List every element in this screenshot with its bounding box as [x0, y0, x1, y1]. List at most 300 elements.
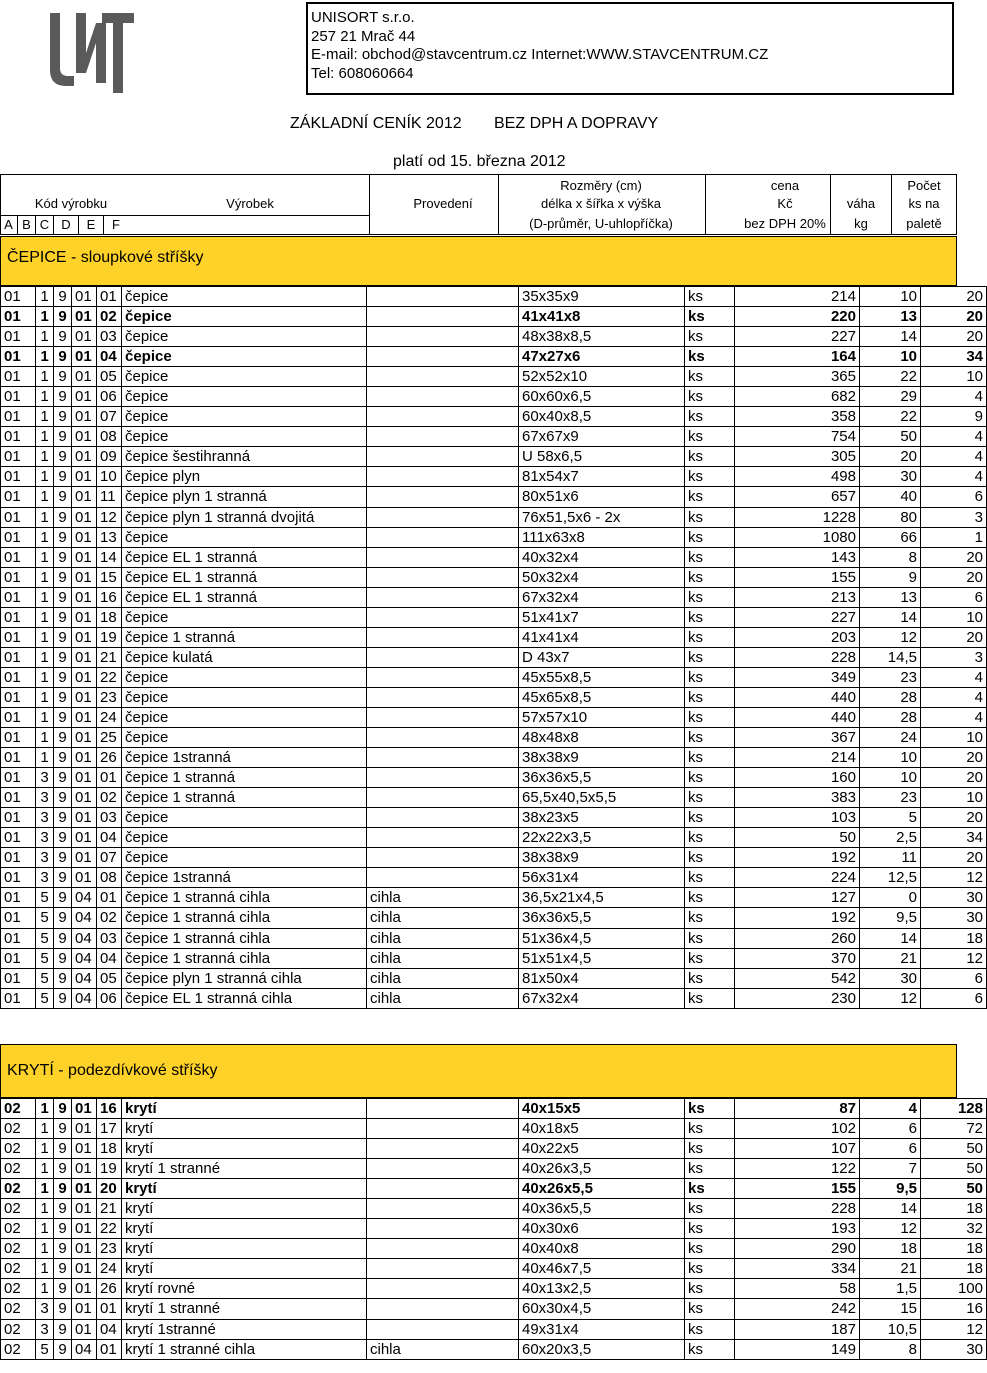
code-c: 9 [54, 1319, 72, 1339]
dimensions: 45x65x8,5 [519, 687, 685, 707]
code-c: 9 [54, 447, 72, 467]
code-a: 02 [1, 1319, 36, 1339]
code-d: 01 [72, 828, 97, 848]
pallet-qty: 4 [921, 467, 987, 487]
code-d: 04 [72, 888, 97, 908]
pallet-qty: 3 [921, 647, 987, 667]
code-d: 04 [72, 908, 97, 928]
code-c: 9 [54, 908, 72, 928]
dimensions: 76x51,5x6 - 2x [519, 507, 685, 527]
code-a: 01 [1, 527, 36, 547]
variant: cihla [367, 908, 519, 928]
dimensions: 81x54x7 [519, 467, 685, 487]
price: 107 [735, 1139, 860, 1159]
unit: ks [685, 728, 735, 748]
code-a: 01 [1, 768, 36, 788]
code-a: 01 [1, 808, 36, 828]
variant [367, 1239, 519, 1259]
dimensions: 47x27x6 [519, 347, 685, 367]
weight: 14 [860, 607, 921, 627]
variant [367, 1159, 519, 1179]
weight: 50 [860, 427, 921, 447]
code-e: 17 [97, 1119, 122, 1139]
code-c: 9 [54, 387, 72, 407]
code-c: 9 [54, 848, 72, 868]
unit: ks [685, 707, 735, 727]
dimensions: 111x63x8 [519, 527, 685, 547]
product-name: čepice šestihranná [122, 447, 367, 467]
code-a: 01 [1, 307, 36, 327]
product-name: čepice 1 stranná [122, 768, 367, 788]
code-b: 1 [36, 327, 54, 347]
unit: ks [685, 347, 735, 367]
weight: 22 [860, 367, 921, 387]
code-e: 19 [97, 627, 122, 647]
code-e: 05 [97, 367, 122, 387]
weight: 10 [860, 347, 921, 367]
weight: 8 [860, 547, 921, 567]
price: 160 [735, 768, 860, 788]
unit: ks [685, 868, 735, 888]
product-name: čepice [122, 848, 367, 868]
code-a: 01 [1, 507, 36, 527]
pallet-qty: 1 [921, 527, 987, 547]
variant [367, 287, 519, 307]
variant [367, 327, 519, 347]
code-c: 9 [54, 1339, 72, 1359]
code-c: 9 [54, 707, 72, 727]
table-row [1, 1339, 987, 1359]
col-rozmery-1: Rozměry (cm) [560, 178, 642, 193]
table-row [1, 1299, 987, 1319]
dimensions: 40x15x5 [519, 1099, 685, 1119]
variant [367, 808, 519, 828]
code-a: 01 [1, 848, 36, 868]
dimensions: 41x41x8 [519, 307, 685, 327]
code-d: 01 [72, 347, 97, 367]
code-b: 1 [36, 748, 54, 768]
pallet-qty: 50 [921, 1139, 987, 1159]
pallet-qty: 12 [921, 868, 987, 888]
code-d: 01 [72, 1119, 97, 1139]
variant [367, 567, 519, 587]
unit: ks [685, 307, 735, 327]
price: 682 [735, 387, 860, 407]
dimensions: 51x51x4,5 [519, 948, 685, 968]
unit: ks [685, 1099, 735, 1119]
price: 290 [735, 1239, 860, 1259]
code-c: 9 [54, 948, 72, 968]
code-a: 01 [1, 487, 36, 507]
product-name: čepice [122, 828, 367, 848]
product-name: čepice [122, 667, 367, 687]
code-b: 5 [36, 968, 54, 988]
dimensions: 36x36x5,5 [519, 768, 685, 788]
code-e: 22 [97, 667, 122, 687]
code-c: 9 [54, 367, 72, 387]
unit: ks [685, 768, 735, 788]
code-b: 3 [36, 868, 54, 888]
company-name: UNISORT s.r.o. [311, 9, 415, 26]
kryti-table [0, 1098, 987, 1360]
product-name: krytí [122, 1219, 367, 1239]
col-pocet-2: ks na [908, 196, 940, 211]
code-e: 02 [97, 788, 122, 808]
variant [367, 828, 519, 848]
code-a: 01 [1, 748, 36, 768]
variant [367, 748, 519, 768]
code-a: 01 [1, 928, 36, 948]
price: 187 [735, 1319, 860, 1339]
pallet-qty: 32 [921, 1219, 987, 1239]
weight: 66 [860, 527, 921, 547]
code-b: 1 [36, 427, 54, 447]
pallet-qty: 6 [921, 487, 987, 507]
price: 305 [735, 447, 860, 467]
code-e: 10 [97, 467, 122, 487]
pallet-qty: 20 [921, 808, 987, 828]
col-cena-3: bez DPH 20% [744, 216, 826, 231]
dimensions: D 43x7 [519, 647, 685, 667]
pallet-qty: 10 [921, 728, 987, 748]
table-row [1, 287, 987, 307]
variant [367, 527, 519, 547]
code-e: 01 [97, 768, 122, 788]
dimensions: 51x41x7 [519, 607, 685, 627]
table-row [1, 1319, 987, 1339]
price: 754 [735, 427, 860, 447]
table-row [1, 647, 987, 667]
code-b: 1 [36, 627, 54, 647]
pallet-qty: 128 [921, 1099, 987, 1119]
unit: ks [685, 908, 735, 928]
code-b: 3 [36, 828, 54, 848]
variant: cihla [367, 888, 519, 908]
code-letter-d: D [54, 215, 79, 234]
price: 214 [735, 748, 860, 768]
unit: ks [685, 1259, 735, 1279]
unit: ks [685, 527, 735, 547]
unit: ks [685, 828, 735, 848]
variant [367, 407, 519, 427]
code-e: 19 [97, 1159, 122, 1179]
table-row [1, 788, 987, 808]
product-name: čepice plyn 1 stranná [122, 487, 367, 507]
weight: 7 [860, 1159, 921, 1179]
variant [367, 707, 519, 727]
dimensions: 40x32x4 [519, 547, 685, 567]
table-row [1, 928, 987, 948]
variant [367, 1179, 519, 1199]
code-e: 16 [97, 587, 122, 607]
pallet-qty: 3 [921, 507, 987, 527]
dimensions: 56x31x4 [519, 868, 685, 888]
code-d: 04 [72, 988, 97, 1008]
table-row [1, 607, 987, 627]
table-row [1, 968, 987, 988]
code-d: 01 [72, 547, 97, 567]
pallet-qty: 10 [921, 788, 987, 808]
code-e: 04 [97, 948, 122, 968]
dimensions: 36,5x21x4,5 [519, 888, 685, 908]
table-row [1, 347, 987, 367]
code-c: 9 [54, 327, 72, 347]
product-name: čepice 1stranná [122, 868, 367, 888]
variant [367, 1259, 519, 1279]
pallet-qty: 30 [921, 888, 987, 908]
unit: ks [685, 327, 735, 347]
price: 193 [735, 1219, 860, 1239]
code-c: 9 [54, 968, 72, 988]
code-c: 9 [54, 607, 72, 627]
table-row [1, 527, 987, 547]
code-a: 02 [1, 1099, 36, 1119]
code-e: 11 [97, 487, 122, 507]
code-a: 01 [1, 427, 36, 447]
price: 102 [735, 1119, 860, 1139]
section-title: KRYTÍ - podezdívkové stříšky [7, 1062, 218, 1079]
code-d: 01 [72, 1159, 97, 1179]
code-e: 02 [97, 908, 122, 928]
pallet-qty: 34 [921, 347, 987, 367]
price: 149 [735, 1339, 860, 1359]
table-row [1, 407, 987, 427]
pallet-qty: 16 [921, 1299, 987, 1319]
dimensions: 60x20x3,5 [519, 1339, 685, 1359]
code-a: 02 [1, 1159, 36, 1179]
price: 349 [735, 667, 860, 687]
dimensions: 40x30x6 [519, 1219, 685, 1239]
unit: ks [685, 988, 735, 1008]
variant [367, 507, 519, 527]
code-e: 04 [97, 347, 122, 367]
code-c: 9 [54, 347, 72, 367]
code-a: 02 [1, 1179, 36, 1199]
code-b: 5 [36, 888, 54, 908]
weight: 10 [860, 287, 921, 307]
code-b: 1 [36, 707, 54, 727]
code-a: 01 [1, 647, 36, 667]
variant [367, 347, 519, 367]
code-d: 01 [72, 1299, 97, 1319]
code-a: 01 [1, 547, 36, 567]
weight: 12 [860, 1219, 921, 1239]
product-name: čepice 1stranná [122, 748, 367, 768]
code-b: 1 [36, 367, 54, 387]
dimensions: 38x38x9 [519, 848, 685, 868]
table-row [1, 1279, 987, 1299]
unit: ks [685, 928, 735, 948]
price: 657 [735, 487, 860, 507]
product-name: krytí rovné [122, 1279, 367, 1299]
pallet-qty: 4 [921, 707, 987, 727]
price: 220 [735, 307, 860, 327]
code-c: 9 [54, 888, 72, 908]
code-b: 5 [36, 948, 54, 968]
price: 370 [735, 948, 860, 968]
col-rozmery-2: délka x šířka x výška [541, 196, 661, 211]
section-kryti-header [0, 1044, 957, 1098]
code-e: 08 [97, 427, 122, 447]
unit: ks [685, 367, 735, 387]
unit: ks [685, 667, 735, 687]
unit: ks [685, 627, 735, 647]
price: 228 [735, 647, 860, 667]
table-row [1, 1139, 987, 1159]
product-name: čepice EL 1 stranná cihla [122, 988, 367, 1008]
product-name: krytí [122, 1099, 367, 1119]
weight: 14,5 [860, 647, 921, 667]
code-b: 1 [36, 387, 54, 407]
code-a: 01 [1, 988, 36, 1008]
code-e: 07 [97, 407, 122, 427]
weight: 18 [860, 1239, 921, 1259]
pallet-qty: 6 [921, 968, 987, 988]
code-c: 9 [54, 1259, 72, 1279]
weight: 8 [860, 1339, 921, 1359]
dimensions: 48x48x8 [519, 728, 685, 748]
price: 383 [735, 788, 860, 808]
code-a: 01 [1, 948, 36, 968]
code-d: 01 [72, 1139, 97, 1159]
code-b: 1 [36, 527, 54, 547]
pallet-qty: 9 [921, 407, 987, 427]
weight: 4 [860, 1099, 921, 1119]
unit: ks [685, 687, 735, 707]
pallet-qty: 18 [921, 928, 987, 948]
code-b: 3 [36, 788, 54, 808]
variant: cihla [367, 968, 519, 988]
table-row [1, 948, 987, 968]
pallet-qty: 6 [921, 988, 987, 1008]
variant [367, 447, 519, 467]
col-provedeni: Provedení [413, 196, 473, 211]
pricelist-valid-date: platí od 15. března 2012 [393, 153, 566, 170]
pallet-qty: 4 [921, 387, 987, 407]
code-e: 21 [97, 1199, 122, 1219]
weight: 1,5 [860, 1279, 921, 1299]
code-c: 9 [54, 527, 72, 547]
weight: 9 [860, 567, 921, 587]
weight: 30 [860, 467, 921, 487]
product-name: čepice 1 stranná cihla [122, 908, 367, 928]
weight: 30 [860, 968, 921, 988]
code-c: 9 [54, 1119, 72, 1139]
table-row [1, 728, 987, 748]
code-b: 1 [36, 347, 54, 367]
dimensions: 45x55x8,5 [519, 667, 685, 687]
code-e: 04 [97, 1319, 122, 1339]
price: 122 [735, 1159, 860, 1179]
table-row [1, 1159, 987, 1179]
pallet-qty: 18 [921, 1199, 987, 1219]
code-d: 01 [72, 667, 97, 687]
code-d: 01 [72, 788, 97, 808]
code-d: 01 [72, 728, 97, 748]
code-e: 13 [97, 527, 122, 547]
unit: ks [685, 387, 735, 407]
code-d: 01 [72, 848, 97, 868]
weight: 15 [860, 1299, 921, 1319]
code-e: 21 [97, 647, 122, 667]
unit: ks [685, 1119, 735, 1139]
variant [367, 387, 519, 407]
pallet-qty: 20 [921, 287, 987, 307]
code-c: 9 [54, 1239, 72, 1259]
dimensions: 40x40x8 [519, 1239, 685, 1259]
product-name: krytí [122, 1119, 367, 1139]
code-e: 23 [97, 1239, 122, 1259]
col-vyrobek: Výrobek [226, 196, 274, 211]
product-name: čepice EL 1 stranná [122, 587, 367, 607]
code-a: 02 [1, 1279, 36, 1299]
code-d: 01 [72, 327, 97, 347]
unit: ks [685, 1239, 735, 1259]
product-name: čepice [122, 527, 367, 547]
table-row [1, 687, 987, 707]
code-e: 15 [97, 567, 122, 587]
code-letter-b: B [18, 215, 36, 234]
product-name: krytí 1 stranné [122, 1299, 367, 1319]
pallet-qty: 6 [921, 587, 987, 607]
table-row [1, 1199, 987, 1219]
dimensions: 57x57x10 [519, 707, 685, 727]
code-c: 9 [54, 728, 72, 748]
variant [367, 467, 519, 487]
weight: 22 [860, 407, 921, 427]
price: 155 [735, 567, 860, 587]
pricelist-title: ZÁKLADNÍ CENÍK 2012 [290, 115, 462, 132]
code-b: 1 [36, 728, 54, 748]
code-b: 1 [36, 1279, 54, 1299]
code-d: 01 [72, 707, 97, 727]
product-name: čepice 1 stranná [122, 788, 367, 808]
variant [367, 1139, 519, 1159]
code-a: 01 [1, 868, 36, 888]
code-b: 1 [36, 487, 54, 507]
code-d: 04 [72, 968, 97, 988]
code-e: 26 [97, 1279, 122, 1299]
product-name: krytí [122, 1139, 367, 1159]
variant [367, 547, 519, 567]
code-letter-f: F [112, 217, 120, 232]
variant [367, 1199, 519, 1219]
code-a: 02 [1, 1199, 36, 1219]
pallet-qty: 20 [921, 748, 987, 768]
code-b: 1 [36, 1099, 54, 1119]
product-name: čepice 1 stranná [122, 627, 367, 647]
code-b: 1 [36, 307, 54, 327]
code-c: 9 [54, 768, 72, 788]
company-address: 257 21 Mrač 44 [311, 27, 416, 45]
code-b: 1 [36, 587, 54, 607]
code-a: 01 [1, 828, 36, 848]
weight: 14 [860, 327, 921, 347]
code-c: 9 [54, 547, 72, 567]
pallet-qty: 50 [921, 1159, 987, 1179]
price: 58 [735, 1279, 860, 1299]
weight: 10,5 [860, 1319, 921, 1339]
code-c: 9 [54, 828, 72, 848]
code-e: 18 [97, 607, 122, 627]
code-d: 01 [72, 768, 97, 788]
code-c: 9 [54, 307, 72, 327]
col-vaha-2: kg [854, 216, 868, 231]
price: 440 [735, 707, 860, 727]
code-b: 1 [36, 547, 54, 567]
code-e: 16 [97, 1099, 122, 1119]
unit: ks [685, 948, 735, 968]
